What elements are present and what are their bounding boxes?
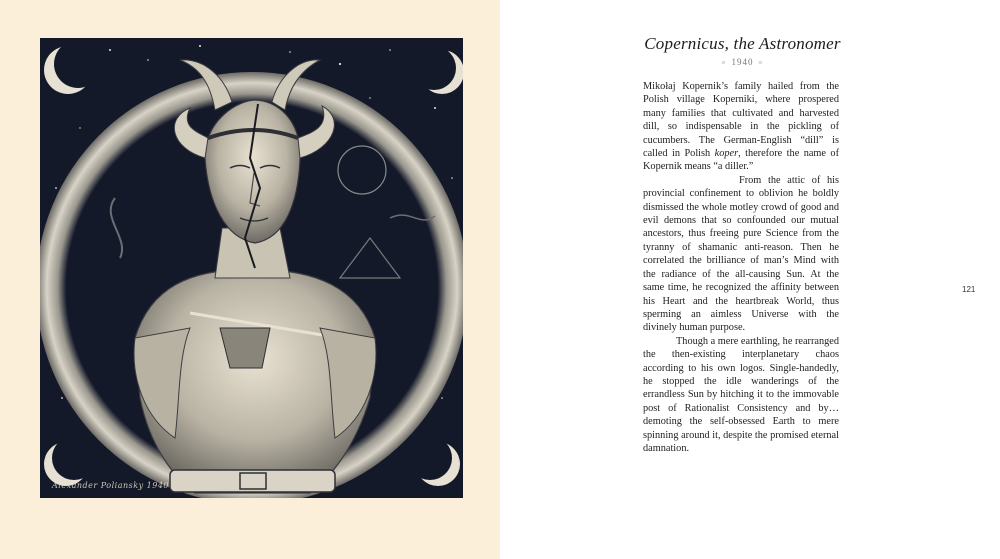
illustration-plate [40,38,463,498]
year-text: 1940 [731,57,754,67]
moon-bottom-left-icon [44,436,96,486]
moon-top-left-icon [44,40,102,94]
ornament-right-icon: ≡ [758,59,764,67]
page-number: 121 [962,285,976,294]
copernicus-illustration [40,38,463,498]
body-text [643,80,839,455]
chapter-year [500,57,985,67]
moon-top-right-icon [412,46,463,94]
ornament-left-icon: ≡ [721,59,727,67]
moon-bottom-right-icon [408,436,460,486]
paragraph-3: Though a mere earthling, he rearranged the then-existing interplanetary chaos according to his own logos. Single-handedly, he stopped the idle wanderings of the errandless Sun by hitching it to the immovable post of Rationalist Consistency and by… demoting the self-obsessed Earth to mere spinning around it, despite the promised eternal damnation. [643,335,839,454]
right-page [500,0,1000,559]
paragraph-2: From the attic of his provincial confinement to oblivion he boldly dismissed the whole motley crowd of good and evil demons that so confounded our mutual ancestors, thus freeing pure Science from the tyranny of shamanic anti-reason. Then he correlated the brilliance of man’s Mind with the radiance of the all-causing Sun. At the same time, he recognized the affinity between his Heart and the heartbreak World, thus sperming an aimless Universe with the divinely human purpose. [643,174,839,334]
artist-signature: Alexander Poliansky 1940 [52,481,170,490]
chapter-title: Copernicus, the Astronomer [644,34,841,53]
paragraph-1: Mikołaj Kopernik’s family hailed from the Polish village Koperniki, where prospered many families that cultivated and harvested dill, so indispensable in the pickling of cucumbers. The German-English “dill” is called in Polish koper, therefore the name of Kopernik means “a diller.” [643,81,839,173]
